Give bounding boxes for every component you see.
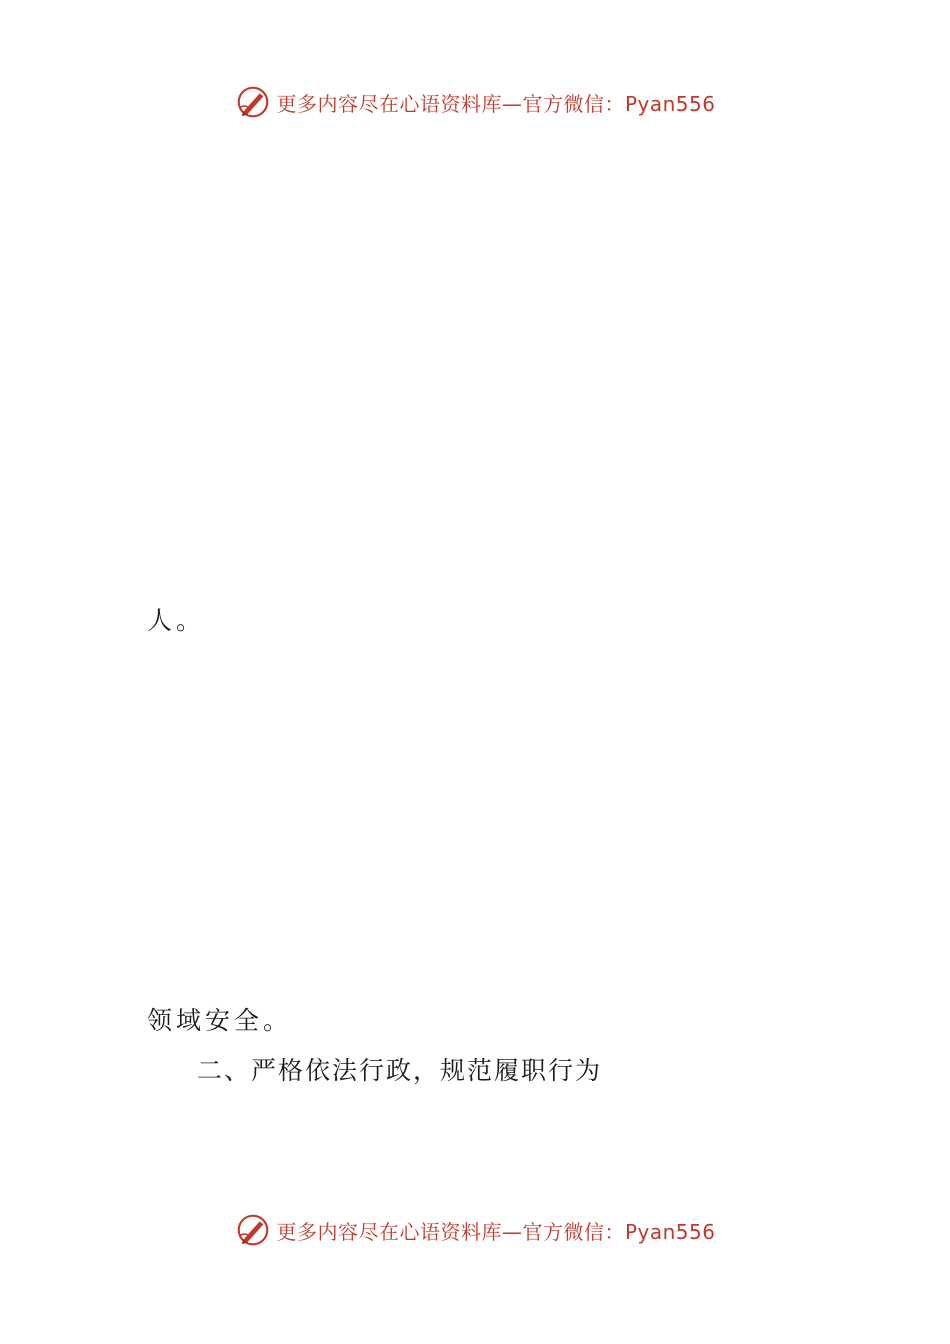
watermark-text: 更多内容尽在心语资料库—官方微信：Pyan556 — [276, 91, 716, 116]
text-line — [147, 346, 807, 396]
watermark-footer — [0, 1210, 950, 1250]
text-line: 领域安全。 — [147, 1006, 293, 1035]
text-line — [147, 646, 807, 696]
text-line — [147, 696, 807, 746]
text-line — [147, 796, 807, 846]
pen-circle-icon — [234, 1211, 272, 1249]
document-body — [147, 146, 807, 1196]
text-line — [147, 446, 807, 496]
text-line — [147, 946, 807, 996]
text-line — [147, 146, 807, 196]
text-line — [147, 1096, 807, 1146]
text-line — [147, 1146, 807, 1196]
text-line — [147, 246, 807, 296]
pen-circle-icon — [234, 83, 272, 121]
text-line — [147, 846, 807, 896]
text-line — [147, 896, 807, 946]
text-line — [147, 396, 807, 446]
text-line — [147, 546, 807, 596]
text-line — [147, 746, 807, 796]
watermark-text: 更多内容尽在心语资料库—官方微信：Pyan556 — [276, 1219, 716, 1244]
text-line — [147, 196, 807, 246]
text-line — [147, 296, 807, 346]
text-line — [147, 496, 807, 546]
watermark-header — [0, 82, 950, 122]
section-heading: 二、严格依法行政，规范履职行为 — [197, 1056, 603, 1085]
text-line: 人。 — [147, 606, 206, 635]
